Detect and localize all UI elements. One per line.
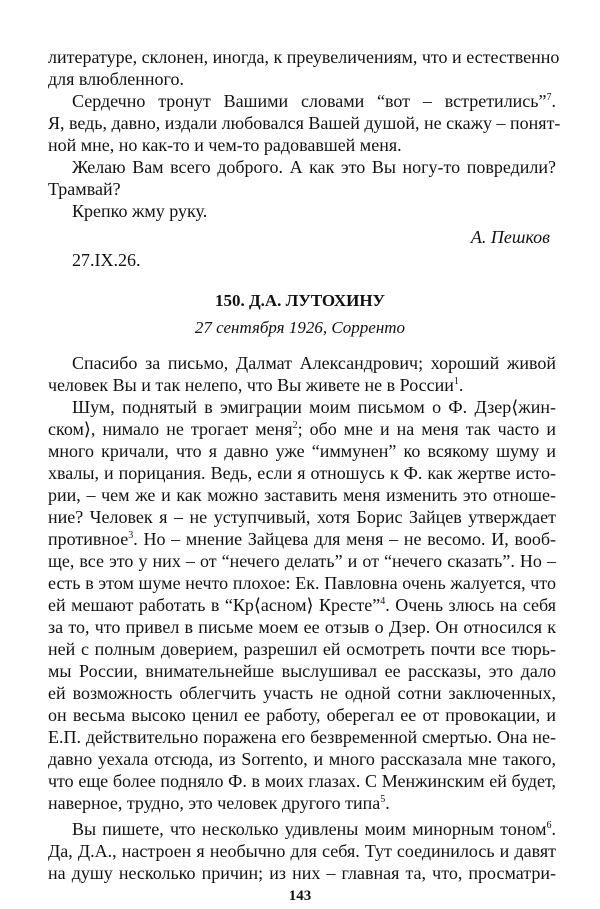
text-segment: .	[385, 793, 390, 813]
text-line	[72, 818, 556, 840]
page-number: 143	[288, 888, 312, 904]
text-line: для влюбленного.	[48, 69, 184, 89]
text-line	[48, 528, 556, 550]
text-line: Трамвай?	[48, 179, 121, 199]
footnote-ref: 1	[453, 376, 459, 387]
text-line: он весьма высоко ценил ее работу, оберегал ее от провокации, и	[48, 705, 556, 725]
text-line	[48, 594, 556, 616]
text-segment: . Но – мнение Зайцева для меня – не весомо. И, вооб-	[133, 529, 556, 549]
text-line	[72, 90, 556, 112]
text-segment: .	[458, 375, 464, 395]
text-line: Спасибо за письмо, Далмат Александрович; хороший живой	[72, 353, 556, 373]
text-line: ней с полным доверием, разрешил ей осмотреть почти все тюрь-	[48, 639, 556, 659]
text-line: ной мне, но как-то и чем-то радовавшей меня.	[48, 135, 402, 155]
text-line: рии, – чем же и как можно заставить меня изменить это отноше-	[48, 485, 556, 505]
text-line	[48, 374, 556, 396]
text-line: что еще более подняло Ф. в моих глазах. С Менжинским ей будет,	[48, 771, 556, 791]
text-line: Желаю Вам всего доброго. А как это Вы ногу-то повредили?	[72, 157, 556, 177]
text-line: давно уехала отсюда, из Sorrento, и много рассказала мне такого,	[48, 749, 556, 769]
text-line: Крепко жму руку.	[72, 201, 208, 221]
text-line: литературе, склонен, иногда, к преувеличениям, что и естественно	[48, 47, 560, 67]
text-line: на душу несколько причин; из них – главная та, что, просматри-	[48, 863, 556, 883]
footnote-ref: 7	[546, 92, 552, 103]
text-segment: .	[551, 819, 556, 839]
text-segment: противное	[48, 529, 129, 549]
text-segment: наверное, трудно, это человек другого типа	[48, 793, 381, 813]
signature: А. Пешков	[470, 227, 550, 247]
text-line	[48, 792, 556, 814]
text-line: Е.П. действительно поражена его безвременной смертью. Она не-	[48, 727, 556, 747]
text-line: ще, все это у них – от “нечего делать” и от “нечего сказать”. Но –	[48, 551, 556, 571]
text-segment: Сердечно тронут Вашими словами “вот – встретились”	[72, 91, 547, 111]
text-segment: ском⟩, нимало не трогает меня	[48, 419, 293, 439]
text-line: ние? Человек я – не уступчивый, хотя Борис Зайцев утверждает	[48, 507, 556, 527]
footnote-ref: 6	[546, 820, 552, 831]
text-line: Да, Д.А., настроен я необычно для себя. Тут соединилось и давят	[48, 841, 556, 861]
footnote-ref: 2	[292, 420, 298, 431]
text-segment: ; обо мне и на меня так часто и	[297, 419, 556, 439]
text-line: Шум, поднятый в эмиграции моим письмом о Ф. Дзер⟨жин-	[72, 397, 556, 417]
letter-heading: 150. Д.А. ЛУТОХИНУ	[214, 291, 386, 310]
text-segment: .	[551, 91, 556, 111]
text-line: хвалы, и порицания. Ведь, если я отношусь к Ф. как жертве исто-	[48, 463, 556, 483]
letter-date-place: 27 сентября 1926, Сорренто	[194, 318, 406, 337]
text-line	[48, 418, 556, 440]
text-segment: человек Вы и так нелепо, что Вы живете не в России	[48, 375, 454, 395]
text-segment: Вы пишете, что несколько удивлены моим минорным тоном	[72, 819, 547, 839]
footnote-ref: 3	[128, 530, 134, 541]
text-line: много кричали, что я давно уже “иммунен” ко всякому шуму и	[48, 441, 556, 461]
text-line: Я, ведь, давно, издали любовался Вашей душой, не скажу – понят-	[48, 113, 561, 133]
footnote-ref: 4	[380, 596, 386, 607]
text-segment: ей мешают работать в “Кр⟨асном⟩ Кресте”	[48, 595, 381, 615]
text-line: мы России, внимательнейше выслушивал ее рассказы, это дало	[48, 661, 556, 681]
text-line: ей возможность облегчить участь не одной сотни заключенных,	[48, 683, 556, 703]
footnote-ref: 5	[380, 794, 386, 805]
text-line: за то, что привел в письме моем ее отзыв о Дзер. Он относился к	[48, 617, 556, 637]
letter-date: 27.IX.26.	[72, 250, 141, 270]
text-segment: . Очень злюсь на себя	[385, 595, 557, 615]
text-line: есть в этом шуме нечто плохое: Ек. Павловна очень жалуется, что	[48, 573, 556, 593]
